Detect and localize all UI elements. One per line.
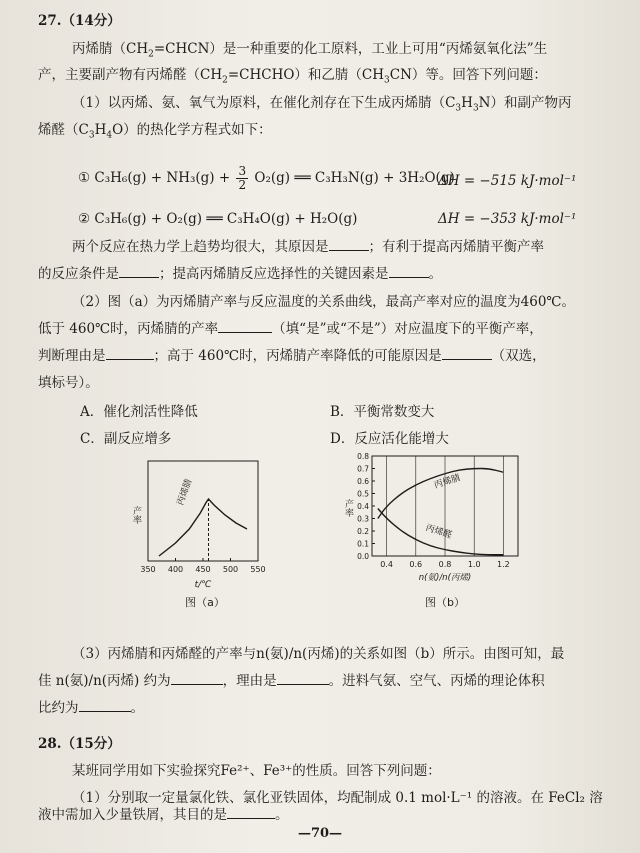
chart-b-y-tick-label: 0.7 xyxy=(357,464,369,474)
chart-b-x-tick-label: 1.0 xyxy=(467,560,481,569)
chart-b-caption: 图（b） xyxy=(425,596,465,609)
option-d[interactable]: D．反应活化能增大 xyxy=(330,431,449,447)
chart-b-x-tick-label: 0.6 xyxy=(409,560,423,569)
chart-b-x-tick-label: 0.4 xyxy=(380,560,393,569)
answer-blank[interactable] xyxy=(79,699,131,712)
q28-part1-line1: （1）分别取一定量氯化铁、氯化亚铁固体，均配制成 0.1 mol·L⁻¹ 的溶液。在 FeCl₂ 溶 xyxy=(72,790,603,806)
chart-b-y-tick-label: 0.1 xyxy=(357,539,369,549)
answer-blank[interactable] xyxy=(389,265,429,278)
q27-part3-line1: （3）丙烯腈和丙烯醛的产率与n(氨)/n(丙烯)的关系如图（b）所示。由图可知，最 xyxy=(72,646,565,662)
q27-part1-question-line1: 两个反应在热力学上趋势均很大，其原因是 ；有利于提高丙烯腈平衡产率 xyxy=(72,239,544,255)
answer-blank[interactable] xyxy=(119,265,159,278)
answer-blank[interactable] xyxy=(218,320,272,333)
answer-blank[interactable] xyxy=(329,238,369,251)
option-c[interactable]: C．副反应增多 xyxy=(80,431,172,447)
chart-a-series-丙烯腈 xyxy=(159,499,247,556)
chart-b-ylabel: 产率 xyxy=(343,499,353,517)
chart-a-tick-label: 500 xyxy=(222,565,239,574)
chart-b-series1-label: 丙烯腈 xyxy=(432,473,462,492)
q27-part2-line3: 判断理由是 ；高于 460℃时，丙烯腈产率降低的可能原因是 （双选， xyxy=(38,348,546,364)
chart-a-ylabel: 产率 xyxy=(131,506,141,524)
chart-b-y-tick-label: 0.5 xyxy=(357,489,369,499)
answer-blank[interactable] xyxy=(171,672,223,685)
chart-b-y-tick-label: 0.4 xyxy=(357,502,369,511)
q27-part2-line4: 填标号）。 xyxy=(38,375,99,391)
chart-b-xlabel: n(氨)/n(丙烯) xyxy=(418,573,472,583)
chart-a-series-label: 丙烯腈 xyxy=(175,477,195,507)
chart-b-y-tick-label: 0.6 xyxy=(357,477,369,486)
chart-a-frame xyxy=(148,461,258,561)
equation-1: ① C₃H₆(g) + NH₃(g) + $\frac{3}{2}$ O₂(g) ══ C₃H₃N(g) + 3H₂O(g) xyxy=(78,164,455,192)
option-a[interactable]: A．催化剂活性降低 xyxy=(80,404,198,420)
q27-part1-line2: 烯醛$(C_3H_4O)$的热化学方程式如下： xyxy=(38,122,272,141)
equation-1-enthalpy: ΔH = −515 kJ·mol⁻¹ xyxy=(438,173,577,189)
q27-part1-line1: （1）以丙烯、氨、氧气为原料，在催化剂存在下生成丙烯腈$(C_3H_3N)$和副产物丙 xyxy=(72,95,572,114)
option-b[interactable]: B．平衡常数变大 xyxy=(330,404,435,420)
chart-b-y-tick-label: 0.3 xyxy=(357,514,369,524)
chart-a-tick-label: 450 xyxy=(195,565,211,574)
fraction-3-2: $\frac{3}{2}$ xyxy=(238,164,247,192)
chart-b-series-丙烯腈 xyxy=(378,469,504,519)
chart-a xyxy=(110,455,270,615)
answer-blank[interactable] xyxy=(442,347,492,360)
q27-part2-line2: 低于 460℃时，丙烯腈的产率 （填“是”或“不是”）对应温度下的平衡产率， xyxy=(38,321,543,337)
q27-intro-line2: 产，主要副产物有丙烯醛$(CH_2=CHCHO)$和乙腈$(CH_3CN)$等。回答下列问题： xyxy=(38,67,547,86)
chart-a-tick-label: 550 xyxy=(250,565,266,574)
q27-part3-line3: 比约为 。 xyxy=(38,700,144,716)
q27-header: 27.（14分） xyxy=(38,13,121,29)
answer-blank[interactable] xyxy=(106,347,154,360)
chart-a-caption: 图（a） xyxy=(185,596,225,609)
chart-a-tick-label: 400 xyxy=(167,565,184,574)
chart-b-x-tick-label: 1.2 xyxy=(497,560,510,569)
q28-intro: 某班同学用如下实验探究Fe²⁺、Fe³⁺的性质。回答下列问题： xyxy=(72,763,441,779)
answer-blank[interactable] xyxy=(277,672,329,685)
chart-b-y-tick-label: 0.2 xyxy=(357,527,369,536)
answer-blank[interactable] xyxy=(227,806,275,819)
chart-b-y-tick-label: 0.0 xyxy=(357,552,369,561)
q28-part1-line2: 液中需加入少量铁屑，其目的是 。 xyxy=(38,807,289,823)
chart-a-tick-label: 350 xyxy=(140,565,156,574)
page-number: —70— xyxy=(297,826,343,841)
q27-part1-question-line2: 的反应条件是 ；提高丙烯腈反应选择性的关键因素是 。 xyxy=(38,266,442,282)
chart-a-xlabel: t/℃ xyxy=(194,580,212,590)
q28-header: 28.（15分） xyxy=(38,736,121,752)
chart-b-series2-label: 丙烯醛 xyxy=(424,523,454,542)
q27-intro-line1: 丙烯腈$(CH_2=CHCN)$是一种重要的化工原料，工业上可用“丙烯氨氧化法”生 xyxy=(72,41,548,60)
chart-b xyxy=(328,450,528,615)
q27-part3-line2: 佳 n(氨)/n(丙烯) 约为 ，理由是 。进料气氨、空气、丙烯的理论体积 xyxy=(38,673,545,689)
q27-part2-line1: （2）图（a）为丙烯腈产率与反应温度的关系曲线，最高产率对应的温度为460℃。 xyxy=(72,294,576,310)
chart-b-y-tick-label: 0.8 xyxy=(357,452,369,461)
chart-b-x-tick-label: 0.8 xyxy=(438,560,452,569)
equation-2-enthalpy: ΔH = −353 kJ·mol⁻¹ xyxy=(438,211,577,227)
equation-2: ② C₃H₆(g) + O₂(g) ══ C₃H₄O(g) + H₂O(g) xyxy=(78,211,358,227)
